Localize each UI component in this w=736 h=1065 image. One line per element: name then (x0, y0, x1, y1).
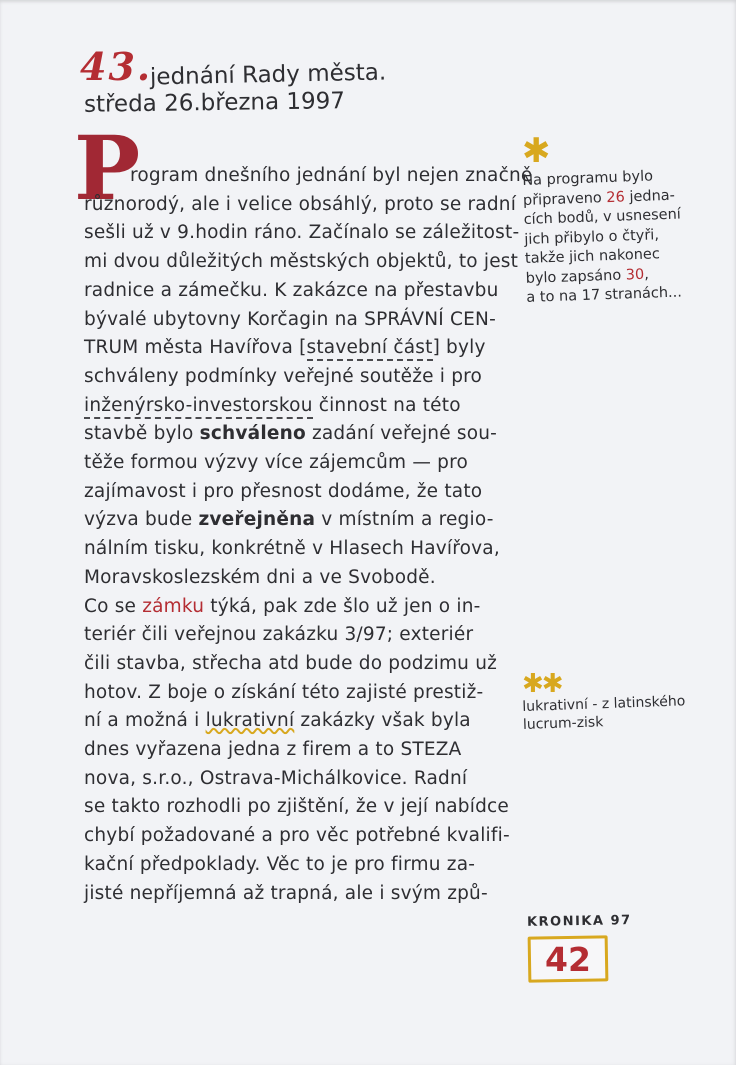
text-line (84, 793, 554, 822)
text-line (84, 219, 554, 248)
text-segment: teriér čili veřejnou zakázku 3/97; exteriér (84, 624, 474, 646)
text-segment: lucrum-zisk (522, 714, 604, 733)
text-segment: nova, s.r.o., Ostrava-Michálkovice. Radní (84, 767, 468, 789)
text-segment: v místním a regio- (315, 509, 494, 531)
text-segment: zakázky však byla (294, 710, 471, 732)
text-segment: bývalé ubytovny Korčagin na SPRÁVNÍ CEN- (84, 308, 496, 330)
text-line (84, 162, 554, 191)
text-segment: lukrativní - z latinského (522, 693, 686, 715)
text-line (84, 392, 554, 421)
page-number-box (528, 935, 609, 982)
text-line (84, 707, 554, 736)
text-segment: nálním tisku, konkrétně v Hlasech Havířova, (84, 538, 500, 560)
text-line (84, 679, 554, 708)
text-segment: cích bodů, v usnesení (523, 206, 682, 228)
text-segment: 30 (625, 266, 645, 283)
margin-note-lukrativni (522, 669, 717, 734)
text-line (84, 306, 554, 335)
text-segment: lukrativní (205, 710, 295, 732)
text-segment: radnice a zámečku. K zakázce na přestavbu (84, 279, 499, 301)
text-segment: zveřejněna (198, 509, 316, 531)
text-segment: jedna- (624, 187, 676, 205)
text-segment: chybí požadované a pro věc potřebné kvalifi- (84, 825, 510, 847)
text-line (84, 621, 554, 650)
chronicle-label: KRONIKA 97 (526, 913, 632, 930)
margin-note-text (522, 165, 722, 308)
text-segment: schváleny podmínky veřejné soutěže i pro (84, 365, 483, 387)
text-segment: inženýrsko-investorskou (84, 395, 313, 419)
text-line (84, 420, 554, 449)
text-line (84, 650, 554, 679)
text-line (84, 564, 554, 593)
text-segment: takže jich nakonec (524, 246, 661, 267)
text-line (84, 277, 554, 306)
margin-note-program (522, 131, 717, 309)
text-segment: týká, pak zde šlo už jen o in- (204, 595, 481, 617)
text-segment: Moravskoslezském dni a ve Svobodě. (84, 566, 436, 588)
text-segment: jisté nepříjemná až trapná, ale i svým způ- (84, 882, 488, 904)
text-segment: zajímavost i pro přesnost dodáme, že tato (84, 480, 483, 502)
text-segment: dnes vyřazena jedna z firem a to STEZA (84, 739, 462, 761)
text-line (84, 736, 554, 765)
text-line (84, 363, 554, 392)
text-line (84, 593, 554, 622)
text-segment: se takto rozhodli po zjištění, že v její nabídce (84, 796, 509, 818)
text-segment: zadání veřejné sou- (305, 423, 498, 445)
text-segment: výzva bude (84, 509, 199, 531)
page-number: 42 (545, 939, 591, 979)
text-line (84, 851, 554, 880)
double-asterisk-icon: ✱✱ (522, 669, 562, 699)
text-segment: Na programu bylo (522, 168, 654, 189)
text-segment: činnost na této (312, 394, 461, 416)
text-segment: hotov. Z boje o získání této zajisté prestiž- (84, 681, 484, 703)
meeting-title: jednání Rady města. (149, 59, 387, 91)
text-segment: bylo zapsáno (525, 266, 627, 287)
text-line (84, 765, 554, 794)
text-segment: mi dvou důležitých městských objektů, to jest (84, 251, 519, 273)
drop-cap-initial: P (74, 116, 141, 220)
text-line (84, 478, 554, 507)
text-line (84, 822, 554, 851)
text-segment: kační předpoklady. Věc to je pro firmu za- (84, 853, 476, 875)
text-segment: různorodý, ale i velice obsáhlý, proto se radní (84, 193, 517, 215)
text-line (84, 191, 554, 220)
text-line (84, 449, 554, 478)
text-line (84, 506, 554, 535)
text-segment: čili stavba, střecha atd bude do podzimu už (84, 652, 498, 674)
text-segment: stavbě bylo (84, 423, 200, 445)
text-segment: 26 (606, 188, 626, 206)
text-segment: , (643, 266, 650, 283)
meeting-date: středa 26.března 1997 (83, 88, 346, 118)
text-line (84, 880, 554, 909)
text-segment: jich přibylo o čtyři, (524, 226, 660, 248)
text-segment: připraveno (522, 189, 607, 209)
margin-note-text (522, 691, 718, 734)
text-segment: rogram dnešního jednání byl nejen značně (130, 165, 533, 186)
text-segment: těže formou výzvy více zájemcům — pro (84, 452, 469, 474)
body-text (84, 162, 554, 908)
text-segment: sešli už v 9.hodin ráno. Začínalo se záležitost- (84, 222, 520, 244)
asterisk-icon: ✱ (522, 131, 549, 171)
meeting-number: 43. (80, 44, 153, 89)
text-segment: ní a možná i (84, 710, 206, 732)
text-segment: schváleno (199, 423, 306, 445)
text-segment: Co se (84, 595, 143, 617)
text-segment: TRUM města Havířova [ (84, 337, 307, 359)
text-segment: zámku (142, 595, 205, 617)
text-line (84, 248, 554, 277)
text-segment: ] byly (432, 337, 486, 359)
text-segment: a to na 17 stranách... (526, 284, 683, 306)
text-segment: stavební část (307, 337, 433, 361)
text-line (84, 334, 554, 363)
text-line (84, 535, 554, 564)
